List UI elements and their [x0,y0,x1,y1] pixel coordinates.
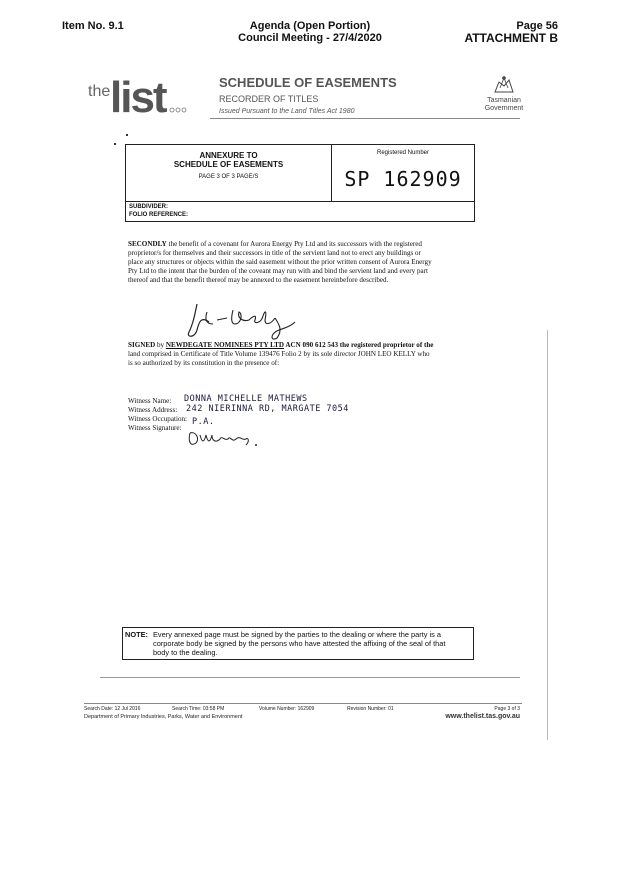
attachment-label: ATTACHMENT B [464,31,558,45]
note-label: NOTE: [125,630,148,639]
annexure-heading-2: SCHEDULE OF EASEMENTS [173,160,284,169]
footer-page: Page 3 of 3 [494,706,520,712]
scan-speck [126,134,128,136]
director-signature [183,300,303,344]
svg-text:list: list [110,74,166,116]
item-number: Item No. 9.1 [62,20,124,32]
note-line-1: Every annexed page must be signed by the parties to the dealing or where the party is a [153,630,442,639]
divider [100,677,520,678]
footer-rule [84,703,522,704]
search-date: Search Date: 12 Jul 2016 [84,706,141,712]
letterhead-rule [210,118,520,119]
folio-reference-label: FOLIO REFERENCE: [129,212,189,218]
tasmanian-crest-icon [492,74,516,96]
issued-under-act: Issued Pursuant to the Land Titles Act 1980 [219,108,355,115]
company-name: NEWDEGATE NOMINEES PTY LTD [165,341,285,349]
note-line-2: corporate body be signed by the persons who have attested the affixing of the seal of that [153,639,446,648]
witness-address-value: 242 NIERINNA RD, MARGATE 7054 [186,404,349,414]
gov-line-2: Government [484,105,524,112]
witness-signature-label: Witness Signature: [128,424,182,432]
witness-occupation-label: Witness Occupation: [128,415,188,423]
subdivider-label: SUBDIVIDER: [129,204,169,210]
registered-number: SP 162909 [344,167,462,191]
meeting-date: Council Meeting - 27/4/2020 [238,32,382,44]
note-line-3: body to the dealing. [153,648,218,657]
scan-edge [547,330,548,740]
the-list-logo [88,74,188,116]
witness-occupation-value: P.A. [192,417,215,427]
department-name: Department of Primary Industries, Parks, Water and Environment [84,714,243,720]
secondly-paragraph: SECONDLY the benefit of a covenant for Aurora Energy Pty Ltd and its successors with the registered proprietor/s for themselves and their successors in title of the servient land not to erect any buildings or place any structures or objects within the said easement without the prior written consent of Aurora Energy Pty Ltd to the intent that the burden of the coveant may run with and bind the servient land and every part thereof and that the benefit thereof may be annexed to the easement hereinbefore described. [128,240,432,284]
execution-clause: SIGNED by NEWDEGATE NOMINEES PTY LTD ACN 090 612 543 the registered proprietor of the land comprised in Certificate of Title Volume 139476 Folio 2 by its sole director JOHN LEO KELLY who is so authorized by its constitution in the presence of: [128,341,434,367]
witness-signature [186,427,266,449]
document-title: SCHEDULE OF EASEMENTS [219,75,397,90]
gov-line-1: Tasmanian [487,97,521,104]
svg-text:the: the [88,83,111,100]
registered-number-label: Registered Number [376,150,430,156]
witness-address-label: Witness Address: [128,406,178,414]
annexure-box [125,144,475,222]
volume-number: Volume Number: 162909 [259,706,315,712]
annexure-heading: ANNEXURE TO [199,151,258,160]
website-link[interactable]: www.thelist.tas.gov.au [445,713,520,720]
witness-name-value: DONNA MICHELLE MATHEWS [184,394,308,404]
recorder-of-titles: RECORDER OF TITLES [219,94,319,104]
search-time: Search Time: 03:58 PM [172,706,225,712]
scan-speck [114,143,116,145]
agenda-title: Agenda (Open Portion) [249,20,371,32]
secondly-keyword: SECONDLY [128,240,167,248]
page-count: PAGE 3 OF 3 PAGE/S [198,174,259,180]
page-number: Page 56 [516,20,558,32]
note-box [122,627,474,660]
revision-number: Revision Number: 01 [347,706,394,712]
witness-name-label: Witness Name: [128,397,172,405]
